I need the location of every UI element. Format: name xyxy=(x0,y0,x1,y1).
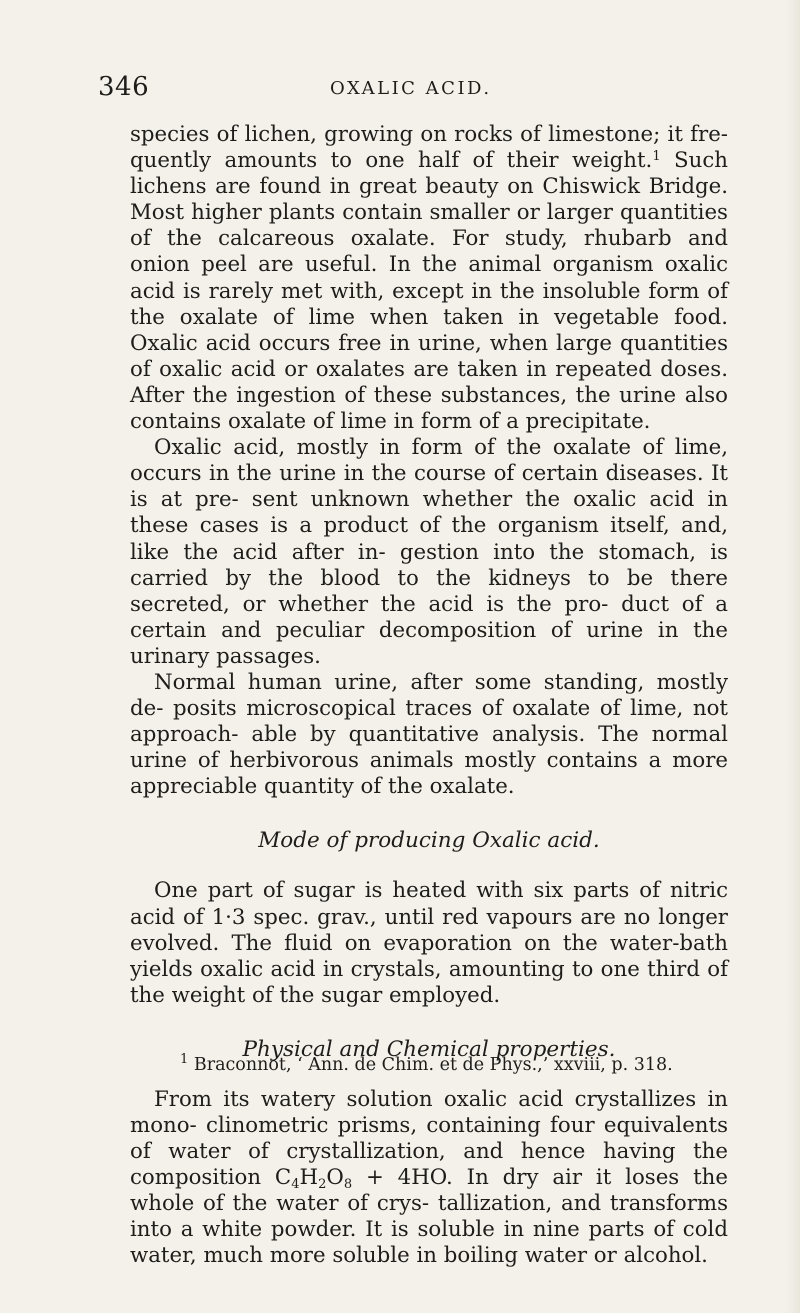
footnote-text: Braconnot, ‘ Ann. de Chim. et de Phys.,’ xxviii, p. 318. xyxy=(188,1055,673,1075)
formula-o: O xyxy=(326,1165,344,1191)
footnote-marker: 1 xyxy=(180,1052,189,1067)
formula-subscript-h: 2 xyxy=(318,1177,327,1193)
page-header xyxy=(0,72,800,108)
paragraph-diseases: Oxalic acid, mostly in form of the oxalate of lime, occurs in the urine in the course of certain diseases. It is at pre- sent unknown whether the oxalic acid in these cases is a product of the organism itself, and, like the acid after in- gestion into the stomach, is carried by the blood to the kidneys to be there secreted, or whether the acid is the pro- duct of a certain and peculiar decomposition of urine in the urinary passages. xyxy=(130,435,728,669)
section-heading-mode-of-producing: Mode of producing Oxalic acid. xyxy=(258,828,600,854)
page-number: 346 xyxy=(98,72,150,102)
footnote xyxy=(180,1054,740,1076)
paragraph-lichen-continued: Such lichens are found in great beauty on Chiswick Bridge. Most higher plants contain smaller or larger quantities of the calcareous oxalate. For study, rhubarb and onion peel are useful. In the animal organism oxalic acid is rarely met with, except in the insoluble form of the oxalate of lime when taken in vegetable food. Oxalic acid occurs free in urine, when large quantities of oxalic acid or oxalates are taken in repeated doses. After the ingestion of these substances, the urine also contains oxalate of lime in form of a precipitate. xyxy=(130,148,728,435)
paragraph-producing: One part of sugar is heated with six parts of nitric acid of 1·3 spec. grav., until red vapours are no longer evolved. The fluid on evaporation on the water-bath yields oxalic acid in crystals, amounting to one third of the weight of the sugar employed. xyxy=(130,878,728,1008)
formula-subscript-o: 8 xyxy=(343,1177,353,1193)
running-head: OXALIC ACID. xyxy=(330,78,492,99)
paragraph-lichen xyxy=(130,122,728,435)
paragraph-properties-continued: + 4HO. In dry air it loses the whole of the water of crys- tallization, and transforms into a white powder. It is soluble in nine parts of cold water, much more soluble in boiling water or alcohol. xyxy=(130,1165,728,1269)
paragraph-lichen-text: species of lichen, growing on rocks of limestone; it fre- quently amounts to one half of their weight. xyxy=(130,122,728,174)
paragraph-properties xyxy=(130,1087,728,1270)
page-edge-shadow xyxy=(786,0,800,1313)
formula-h: H xyxy=(299,1165,319,1191)
formula-subscript-c: 4 xyxy=(291,1177,300,1193)
body-text xyxy=(130,122,728,1270)
section-heading-properties: Physical and Chemical properties. xyxy=(242,1036,616,1062)
paragraph-properties-text: From its watery solution oxalic acid crystallizes in mono- clinometric prisms, containing four equivalents of water of crystallization, and hence having the composition C xyxy=(130,1086,728,1191)
paragraph-normal-urine: Normal human urine, after some standing, mostly de- posits microscopical traces of oxalate of lime, not approach- able by quantitative analysis. The normal urine of herbivorous animals mostly contains a more appreciable quantity of the oxalate. xyxy=(130,669,728,800)
footnote-reference: 1 xyxy=(652,149,661,165)
